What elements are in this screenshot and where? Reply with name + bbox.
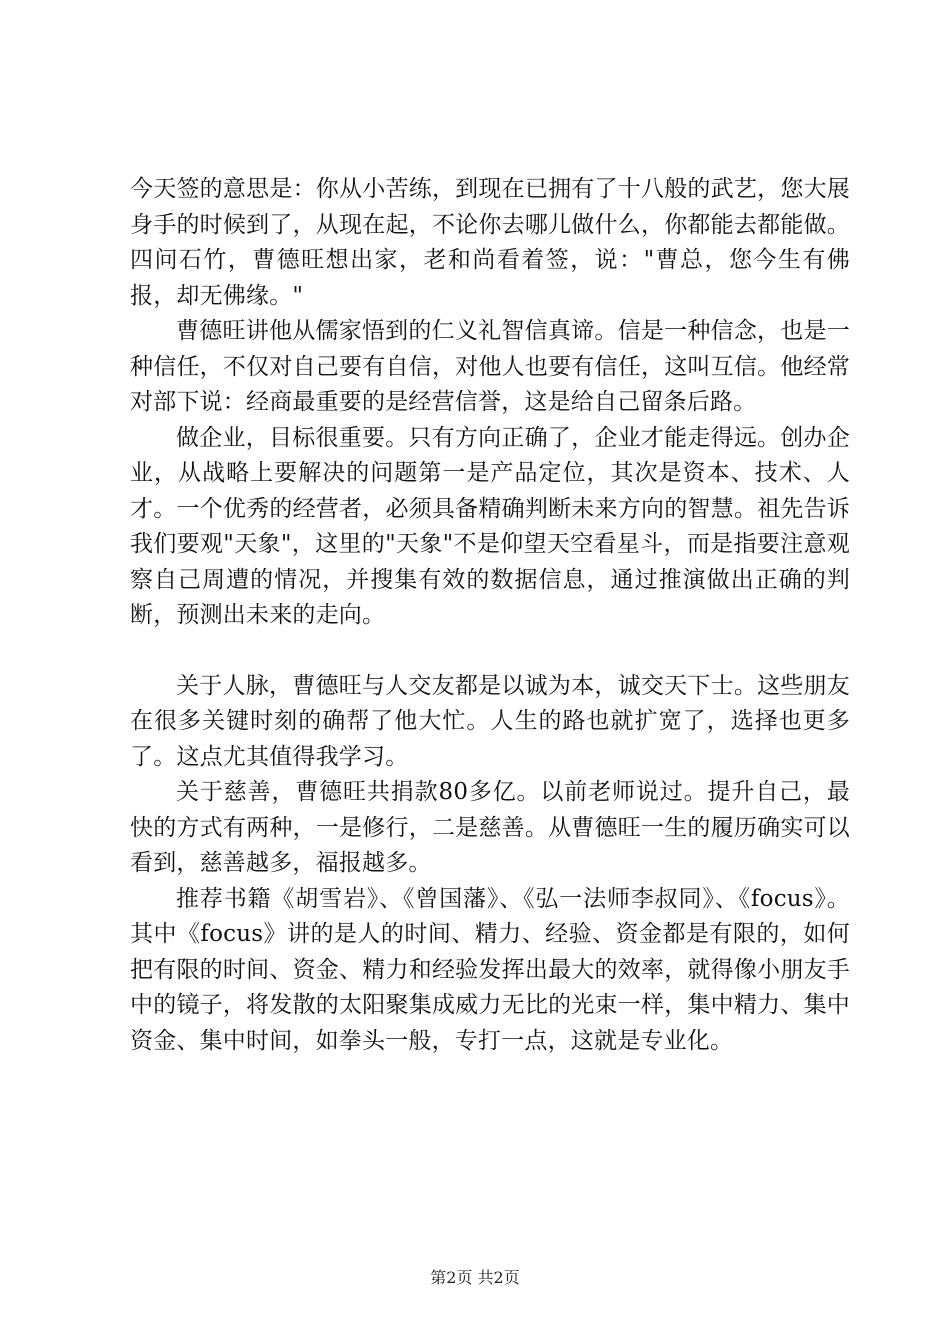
document-body	[130, 172, 850, 1059]
paragraph-recommended-books: 推荐书籍《胡雪岩》、《曾国藩》、《弘一法师李叔同》、《focus》。其中《focus》讲的是人的时间、精力、经验、资金都是有限的，如何把有限的时间、资金、精力和经验发挥出最大的效率，就得像小朋友手中的镜子，将发散的太阳聚集成威力无比的光束一样，集中精力、集中资金、集中时间，如拳头一般，专打一点，这就是专业化。	[130, 885, 850, 1054]
paragraph-business-goals: 做企业，目标很重要。只有方向正确了，企业才能走得远。创办企业，从战略上要解决的问题第一是产品定位，其次是资本、技术、人才。一个优秀的经营者，必须具备精确判断未来方向的智慧。祖先告诉我们要观"天象"，这里的"天象"不是仰望天空看星斗，而是指要注意观察自己周遭的情况，并搜集有效的数据信息，通过推演做出正确的判断，预测出未来的走向。	[130, 424, 850, 628]
paragraph-spacer	[130, 634, 850, 669]
paragraph-continuation: 今天签的意思是：你从小苦练，到现在已拥有了十八般的武艺，您大展身手的时候到了，从现在起，不论你去哪儿做什么，你都能去都能做。四问石竹，曹德旺想出家，老和尚看着签，说："曹总，您今生有佛报，却无佛缘。"	[130, 176, 850, 309]
paragraph-charity: 关于慈善，曹德旺共捐款80多亿。以前老师说过。提升自己，最快的方式有两种，一是修行，二是慈善。从曹德旺一生的履历确实可以看到，慈善越多，福报越多。	[130, 779, 850, 876]
paragraph-connections: 关于人脉，曹德旺与人交友都是以诚为本，诚交天下士。这些朋友在很多关键时刻的确帮了他大忙。人生的路也就扩宽了，选择也更多了。这点尤其值得我学习。	[130, 672, 850, 770]
paragraph-integrity: 曹德旺讲他从儒家悟到的仁义礼智信真谛。信是一种信念，也是一种信任，不仅对自己要有自信，对他人也要有信任，这叫互信。他经常对部下说：经商最重要的是经营信誉，这是给自己留条后路。	[130, 318, 850, 415]
page-number-footer: 第2页 共2页	[430, 1268, 520, 1287]
